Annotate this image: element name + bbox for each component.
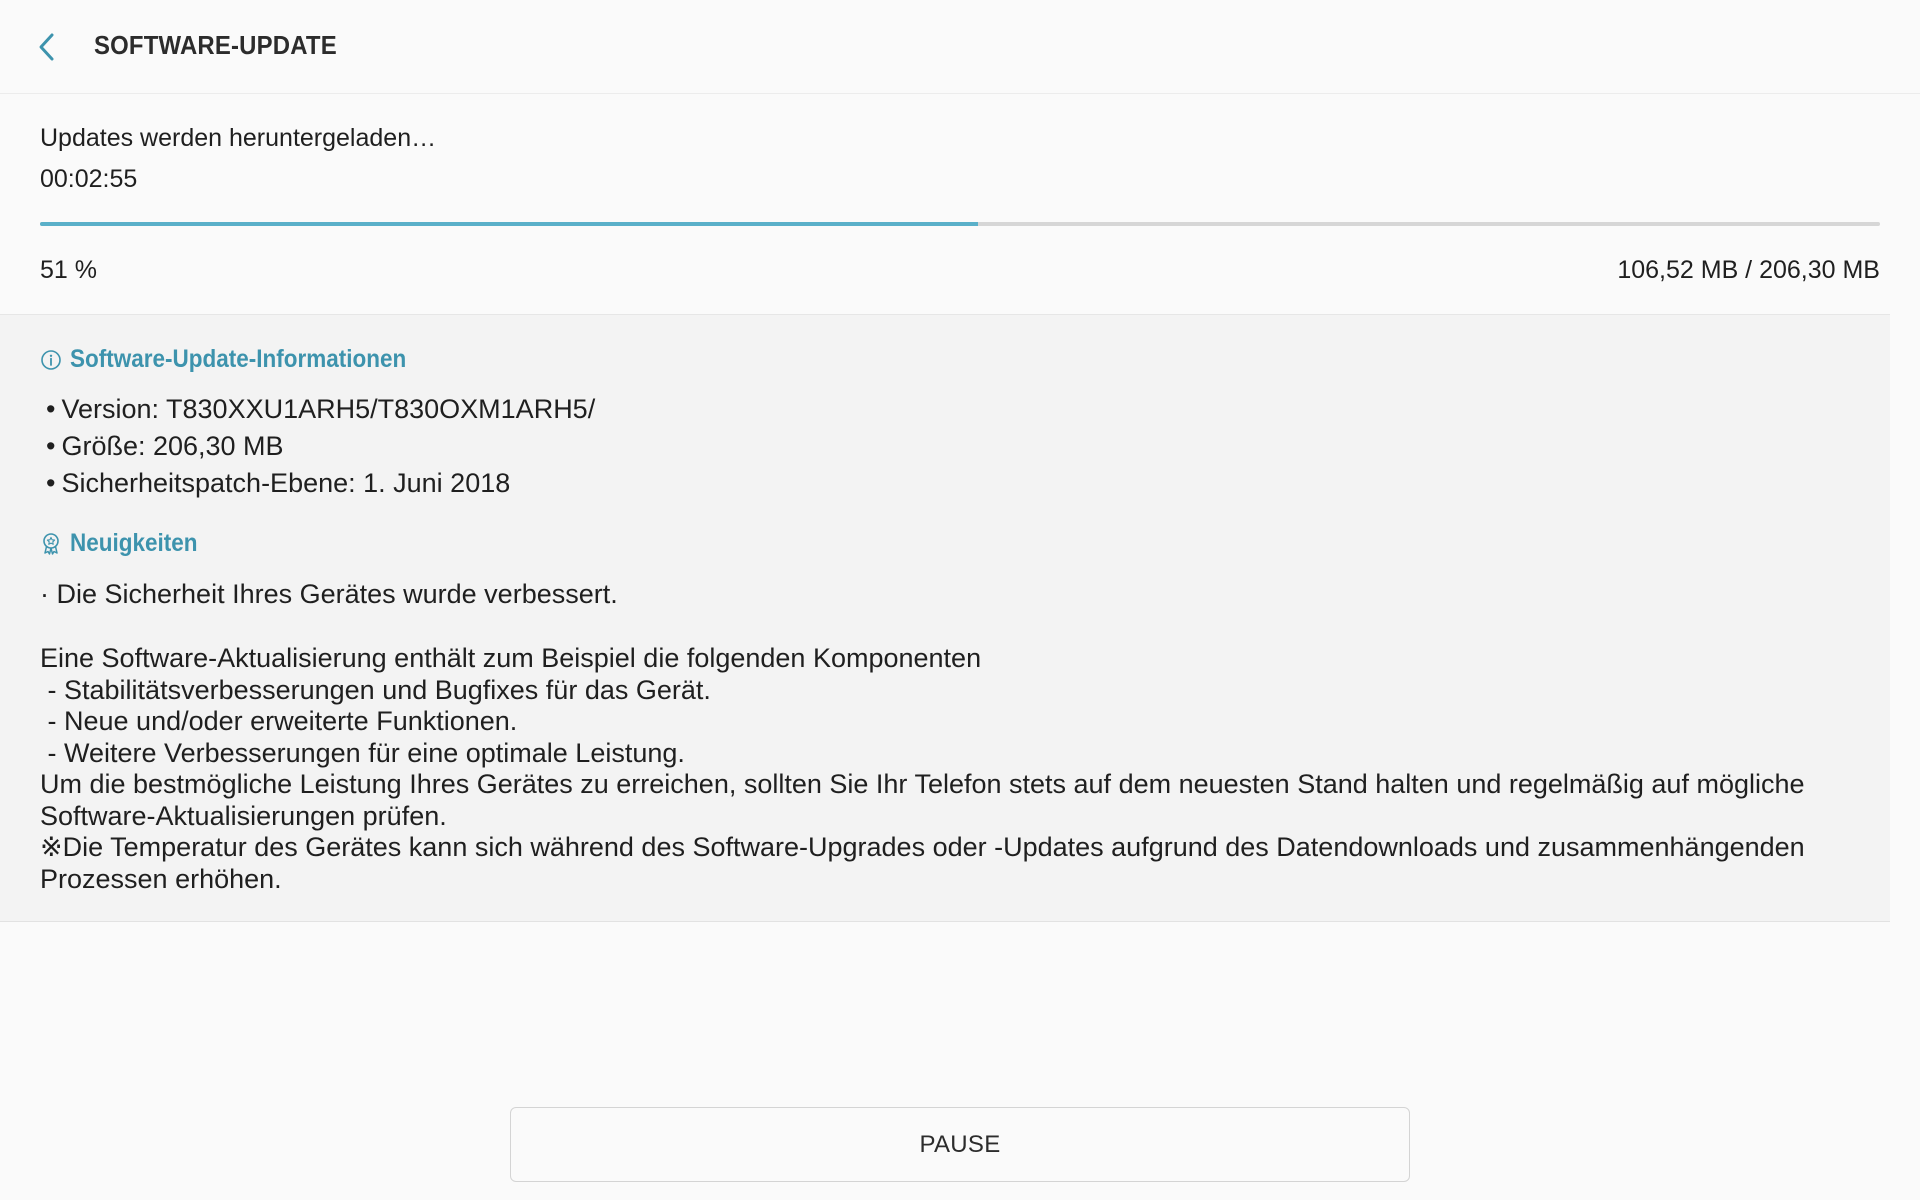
download-status-panel (0, 94, 1920, 314)
download-status-text: Updates werden heruntergeladen… (40, 124, 437, 152)
news-first-line: · Die Sicherheit Ihres Gerätes wurde verbessert. (40, 579, 618, 609)
news-heading-label: Neuigkeiten (70, 529, 198, 557)
pause-button[interactable]: PAUSE (510, 1107, 1410, 1182)
list-item: • Größe: 206,30 MB (46, 428, 595, 465)
news-line: ※Die Temperatur des Gerätes kann sich während des Software-Upgrades oder -Updates aufgrund des Datendownloads und zusammenhängenden Prozessen erhöhen. (40, 832, 1813, 894)
list-item: • Sicherheitspatch-Ebene: 1. Juni 2018 (46, 465, 595, 502)
news-line: - Neue und/oder erweiterte Funktionen. (40, 706, 518, 736)
app-header (0, 0, 1920, 94)
progress-percent: 51 % (40, 256, 97, 284)
progress-bar-fill (40, 222, 978, 226)
update-info-heading-label: Software-Update-Informationen (70, 345, 407, 373)
award-icon (40, 532, 62, 556)
news-line: - Weitere Verbesserungen für eine optimale Leistung. (40, 737, 685, 768)
news-line: - Stabilitätsverbesserungen und Bugfixes für das Gerät. (40, 674, 711, 705)
chevron-left-icon (36, 31, 58, 63)
download-size: 106,52 MB / 206,30 MB (1617, 256, 1880, 284)
page-title: SOFTWARE-UPDATE (94, 30, 337, 60)
news-heading (40, 529, 212, 558)
progress-bar (40, 222, 1880, 226)
info-icon (40, 349, 62, 371)
update-info-heading (40, 345, 444, 374)
update-info-panel (0, 314, 1890, 922)
news-line: Um die bestmögliche Leistung Ihres Gerätes zu erreichen, sollten Sie Ihr Telefon stets auf dem neuesten Stand halten und regelmäßig auf mögliche Software-Aktualisierungen prüfen. (40, 769, 1813, 831)
news-body (40, 643, 1870, 895)
update-info-list (46, 391, 595, 502)
elapsed-time: 00:02:55 (40, 165, 138, 193)
back-button[interactable] (24, 24, 70, 70)
list-item: • Version: T830XXU1ARH5/T830OXM1ARH5/ (46, 391, 595, 428)
news-line: Eine Software-Aktualisierung enthält zum Beispiel die folgenden Komponenten (40, 643, 982, 673)
